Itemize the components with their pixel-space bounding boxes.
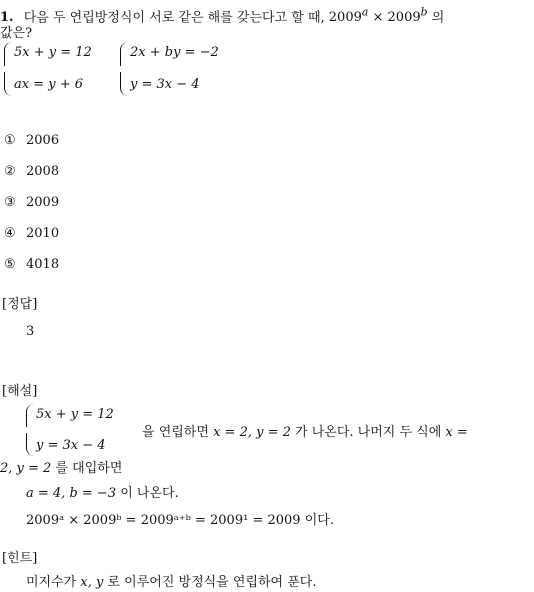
solution-line-1: 을 연립하면 x = 2, y = 2 가 나온다. 나머지 두 식에 x = [142,425,468,440]
equation-system-1 [4,42,124,100]
brace-top [4,42,13,66]
choice-value: 2006 [26,133,60,148]
answer-value: 3 [26,324,35,339]
choice-5[interactable] [4,256,59,274]
solution-system-eq2: y = 3x − 4 [36,438,106,453]
question-expression: 2009$^a$ × 2009$^b$ [328,6,428,26]
solution-line-2: 2, y = 2 를 대입하면 [0,461,123,476]
choice-value: 2008 [26,164,60,179]
brace-top [120,42,129,66]
choice-mark: ③ [4,195,16,210]
hint-text: 미지수가 x, y 로 이루어진 방정식을 연립하여 푼다. [26,575,317,590]
choice-value: 4018 [26,257,60,272]
question-text: 다음 두 연립방정식이 서로 같은 해를 갖는다고 할 때, [23,10,325,26]
brace-top [26,404,35,427]
choice-value: 2010 [26,226,60,241]
question-line-2: 값은? [0,26,33,41]
answer-heading: [정답] [2,297,38,312]
choice-3[interactable] [4,194,59,212]
brace-bottom [26,433,35,456]
choice-2[interactable] [4,163,59,181]
system2-eq2: y = 3x − 4 [130,77,200,92]
choice-4[interactable] [4,225,59,243]
equation-system-2 [120,42,260,100]
choice-mark: ⑤ [4,257,16,272]
brace-bottom [120,72,129,96]
system2-eq1: 2x + by = −2 [130,45,219,60]
solution-heading: [해설] [2,384,38,399]
question-number: 1. [0,10,14,26]
solution-line-3: a = 4, b = −3 이 나온다. [26,486,179,501]
hint-heading: [힌트] [2,551,38,566]
solution-system [26,404,136,460]
system1-eq2: ax = y + 6 [14,77,84,92]
system1-eq1: 5x + y = 12 [14,45,92,60]
question-text-end: 의 [431,10,445,26]
choice-mark: ① [4,133,16,148]
solution-line-4: 2009ᵃ × 2009ᵇ = 2009ᵃ⁺ᵇ = 2009¹ = 2009 이다. [26,513,334,528]
choice-mark: ④ [4,226,16,241]
question-line-1 [0,4,534,27]
choice-1[interactable] [4,132,59,150]
brace-bottom [4,72,13,96]
choice-mark: ② [4,164,16,179]
solution-system-eq1: 5x + y = 12 [36,407,114,422]
choice-value: 2009 [26,195,60,210]
